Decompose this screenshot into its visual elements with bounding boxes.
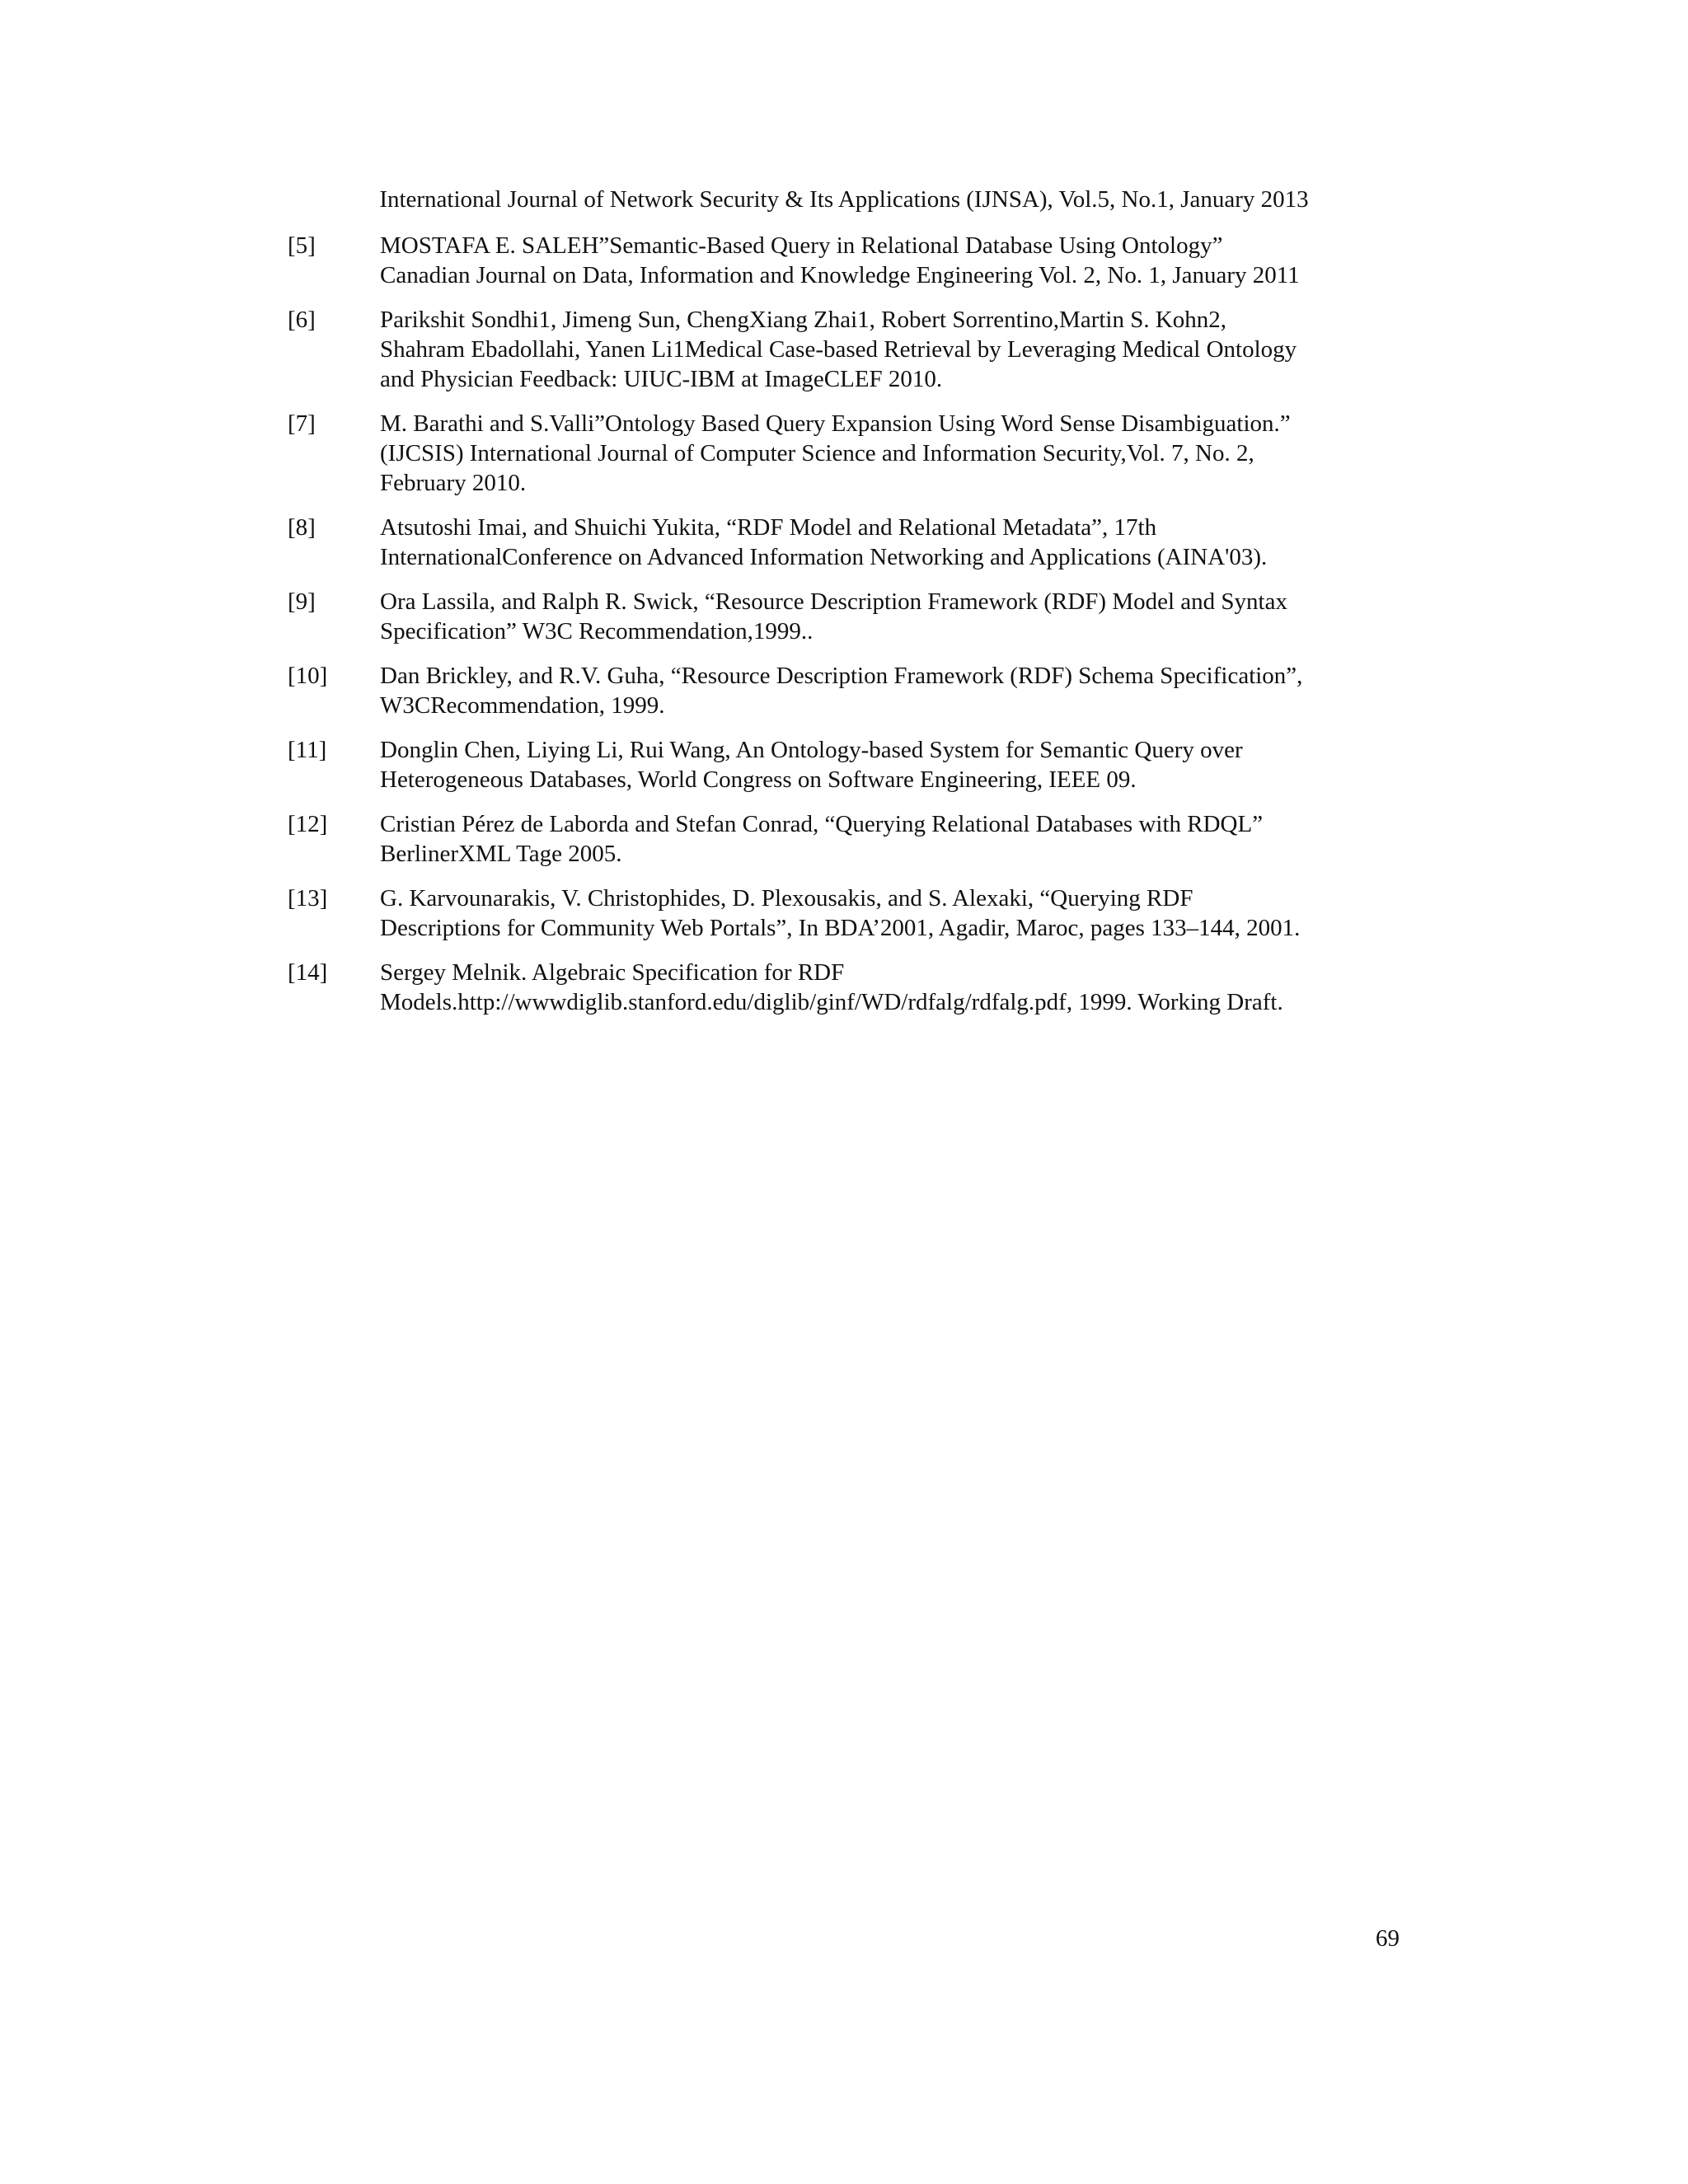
reference-number: [12] — [288, 811, 328, 837]
reference-text: Donglin Chen, Liying Li, Rui Wang, An Ontology-based System for Semantic Query over Heterogeneous Databases, World Congress on Software Engineering, IEEE 09. — [380, 737, 1243, 793]
reference-item — [288, 409, 1392, 498]
reference-item — [288, 231, 1392, 290]
reference-item — [288, 661, 1392, 720]
reference-number: [6] — [288, 307, 316, 333]
reference-text: Parikshit Sondhi1, Jimeng Sun, ChengXiang Zhai1, Robert Sorrentino,Martin S. Kohn2, Shahram Ebadollahi, Yanen Li1Medical Case-based Retrieval by Leveraging Medical Ontology and Physician Feedback: UIUC-IBM at ImageCLEF 2010. — [380, 307, 1297, 392]
reference-item — [288, 587, 1392, 646]
reference-text: Cristian Pérez de Laborda and Stefan Conrad, “Querying Relational Databases with RDQL” BerlinerXML Tage 2005. — [380, 811, 1264, 867]
reference-item — [288, 883, 1392, 943]
running-header: International Journal of Network Security & Its Applications (IJNSA), Vol.5, No.1, January 2013 — [379, 186, 1309, 213]
reference-number: [10] — [288, 663, 328, 689]
reference-list — [288, 231, 1392, 1032]
reference-number: [9] — [288, 588, 316, 615]
reference-item — [288, 735, 1392, 794]
reference-text: Dan Brickley, and R.V. Guha, “Resource Description Framework (RDF) Schema Specification”, W3CRecommendation, 1999. — [380, 663, 1303, 719]
reference-text: Sergey Melnik. Algebraic Specification for RDF Models.http://wwwdiglib.stanford.edu/diglib/ginf/WD/rdfalg/rdfalg.pdf, 1999. Working Draft. — [380, 959, 1283, 1015]
reference-item — [288, 305, 1392, 394]
reference-text: Ora Lassila, and Ralph R. Swick, “Resource Description Framework (RDF) Model and Syntax Specification” W3C Recommendation,1999.. — [380, 588, 1287, 644]
reference-number: [7] — [288, 410, 316, 437]
reference-number: [11] — [288, 737, 327, 763]
reference-text: G. Karvounarakis, V. Christophides, D. Plexousakis, and S. Alexaki, “Querying RDF Descriptions for Community Web Portals”, In BDA’2001, Agadir, Maroc, pages 133–144, 2001. — [380, 885, 1301, 941]
reference-text: M. Barathi and S.Valli”Ontology Based Query Expansion Using Word Sense Disambiguation.” (IJCSIS) International Journal of Computer Science and Information Security,Vol. 7, No. 2, February 2010. — [380, 410, 1291, 496]
reference-number: [13] — [288, 885, 328, 912]
page-number: 69 — [1376, 1925, 1400, 1952]
reference-item — [288, 958, 1392, 1017]
reference-text: MOSTAFA E. SALEH”Semantic-Based Query in Relational Database Using Ontology” Canadian Journal on Data, Information and Knowledge Engineering Vol. 2, No. 1, January 2011 — [380, 232, 1300, 288]
reference-item — [288, 513, 1392, 572]
reference-number: [5] — [288, 232, 316, 259]
reference-number: [8] — [288, 514, 316, 541]
reference-number: [14] — [288, 959, 328, 986]
reference-text: Atsutoshi Imai, and Shuichi Yukita, “RDF Model and Relational Metadata”, 17th InternationalConference on Advanced Information Networking and Applications (AINA'03). — [380, 514, 1268, 570]
reference-item — [288, 809, 1392, 869]
